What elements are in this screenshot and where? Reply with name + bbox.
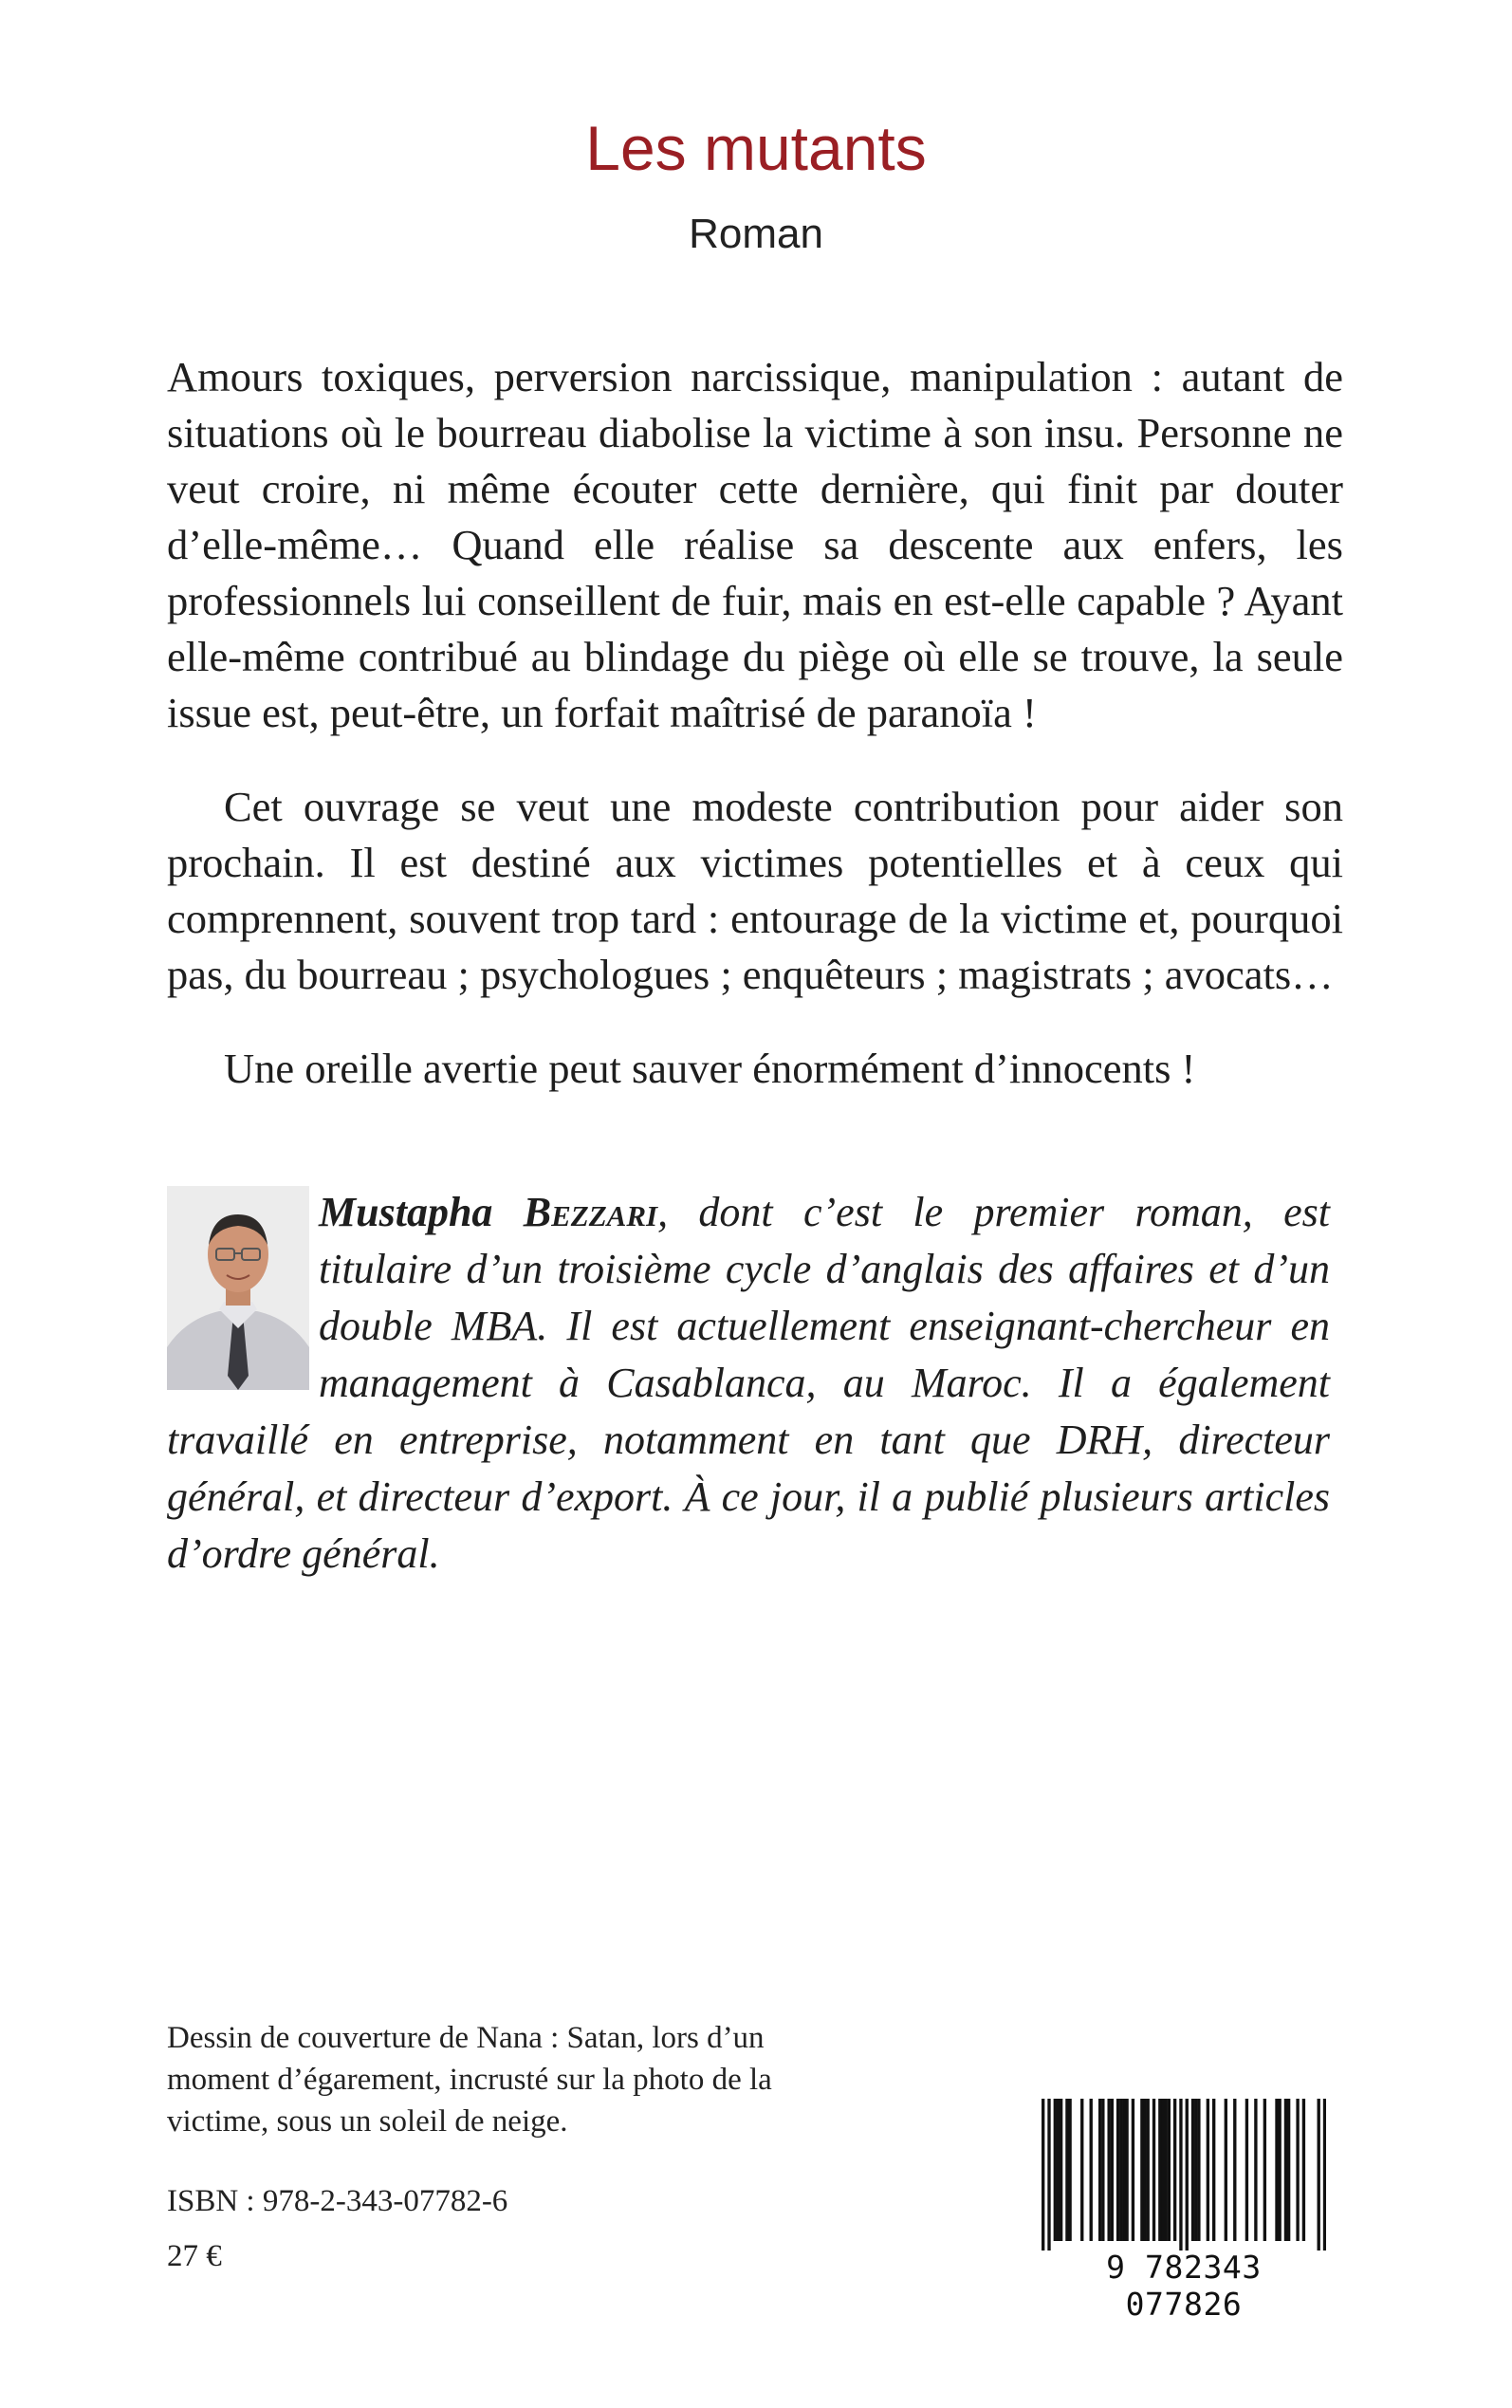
book-title: Les mutants <box>585 113 927 183</box>
barcode-bar <box>1194 2099 1197 2241</box>
barcode-bar <box>1054 2099 1057 2241</box>
author-first-name: Mustapha <box>319 1189 493 1235</box>
barcode-digits: 9 782343 077826 <box>1106 2249 1262 2323</box>
barcode-bar <box>1152 2099 1155 2241</box>
author-bio-text: , dont c’est le premier roman, est titulaire d’un troisième cycle d’anglais des affaires et d’un double MBA. Il est actuellement enseignant-chercheur en management à Casablanca, au Maroc. Il a également travaillé en entreprise, notamment en tant que DRH, directeur général, et directeur d’export. À ce jour, il a publié plusieurs articles d’ordre général. <box>167 1189 1330 1577</box>
barcode-bar <box>1197 2099 1200 2241</box>
barcode-bar <box>1191 2099 1194 2241</box>
barcode-bar <box>1168 2099 1171 2241</box>
barcode <box>1042 2099 1326 2323</box>
barcode-bar <box>1119 2099 1122 2241</box>
blurb-paragraph-1: Amours toxiques, perversion narcissique, manipulation : autant de situations où le bourreau diabolise la victime à son insu. Personne ne veut croire, ni même écouter cette dernière, qui finit par douter d’elle-même… Quand elle réalise sa descente aux enfers, les professionnels lui conseillent de fuir, mais en est-elle capable ? Ayant elle-même contribué au blindage du piège où elle se trouve, la seule issue est, peut-être, un forfait maîtrisé de paranoïa ! <box>167 353 1343 736</box>
barcode-bar <box>1254 2099 1257 2241</box>
barcode-bar <box>1068 2099 1071 2241</box>
barcode-bar <box>1080 2099 1083 2241</box>
barcode-bar <box>1287 2099 1290 2241</box>
barcode-bar <box>1323 2099 1326 2251</box>
price: 27 € <box>167 2239 222 2273</box>
barcode-bar <box>1284 2099 1287 2241</box>
barcode-bar <box>1147 2099 1150 2241</box>
barcode-bar <box>1090 2099 1093 2241</box>
barcode-bar <box>1116 2099 1119 2241</box>
author-last-name: Bezzari <box>523 1189 658 1235</box>
back-cover-blurb <box>167 349 1343 1097</box>
barcode-bar <box>1047 2099 1050 2251</box>
barcode-bar <box>1186 2099 1189 2251</box>
book-subtitle: Roman <box>689 211 823 257</box>
barcode-bar <box>1143 2099 1146 2241</box>
barcode-bar <box>1233 2099 1236 2241</box>
barcode-bar <box>1140 2099 1143 2241</box>
barcode-bars <box>1042 2099 1326 2251</box>
barcode-bar <box>1132 2099 1134 2241</box>
isbn: ISBN : 978-2-343-07782-6 <box>167 2184 508 2218</box>
barcode-bar <box>1042 2099 1044 2251</box>
author-bio <box>167 1184 1330 1583</box>
blurb-paragraph-3: Une oreille avertie peut sauver énormément d’innocents ! <box>224 1045 1196 1092</box>
barcode-bar <box>1122 2099 1125 2241</box>
barcode-bar <box>1125 2099 1128 2241</box>
barcode-bar <box>1275 2099 1278 2241</box>
cover-illustration-credit: Dessin de couverture de Nana : Satan, lors d’un moment d’égarement, incrusté sur la photo de la victime, sous un soleil de neige. <box>167 2021 772 2139</box>
blurb-paragraph-2: Cet ouvrage se veut une modeste contribution pour aider son prochain. Il est destiné aux victimes potentielles et à ceux qui comprennent, souvent trop tard : entourage de la victime et, pourquoi pas, du bourreau ; psychologues ; enquêteurs ; magistrats ; avocats… <box>167 783 1343 998</box>
barcode-bar <box>1225 2099 1227 2241</box>
barcode-bar <box>1207 2099 1209 2241</box>
barcode-bar <box>1212 2099 1215 2241</box>
barcode-bar <box>1173 2099 1176 2241</box>
barcode-bar <box>1161 2099 1164 2241</box>
barcode-bar <box>1318 2099 1320 2251</box>
barcode-bar <box>1098 2099 1101 2241</box>
barcode-bar <box>1111 2099 1114 2241</box>
barcode-bar <box>1263 2099 1266 2241</box>
barcode-bar <box>1164 2099 1167 2241</box>
barcode-bar <box>1158 2099 1161 2241</box>
barcode-bar <box>1057 2099 1060 2241</box>
barcode-bar <box>1296 2099 1299 2241</box>
barcode-bar <box>1302 2099 1305 2241</box>
barcode-bar <box>1245 2099 1248 2241</box>
barcode-bar <box>1278 2099 1281 2241</box>
barcode-bar <box>1065 2099 1068 2241</box>
barcode-bar <box>1179 2099 1182 2251</box>
barcode-bar <box>1101 2099 1104 2241</box>
barcode-bar <box>1060 2099 1062 2241</box>
barcode-bar <box>1107 2099 1110 2241</box>
